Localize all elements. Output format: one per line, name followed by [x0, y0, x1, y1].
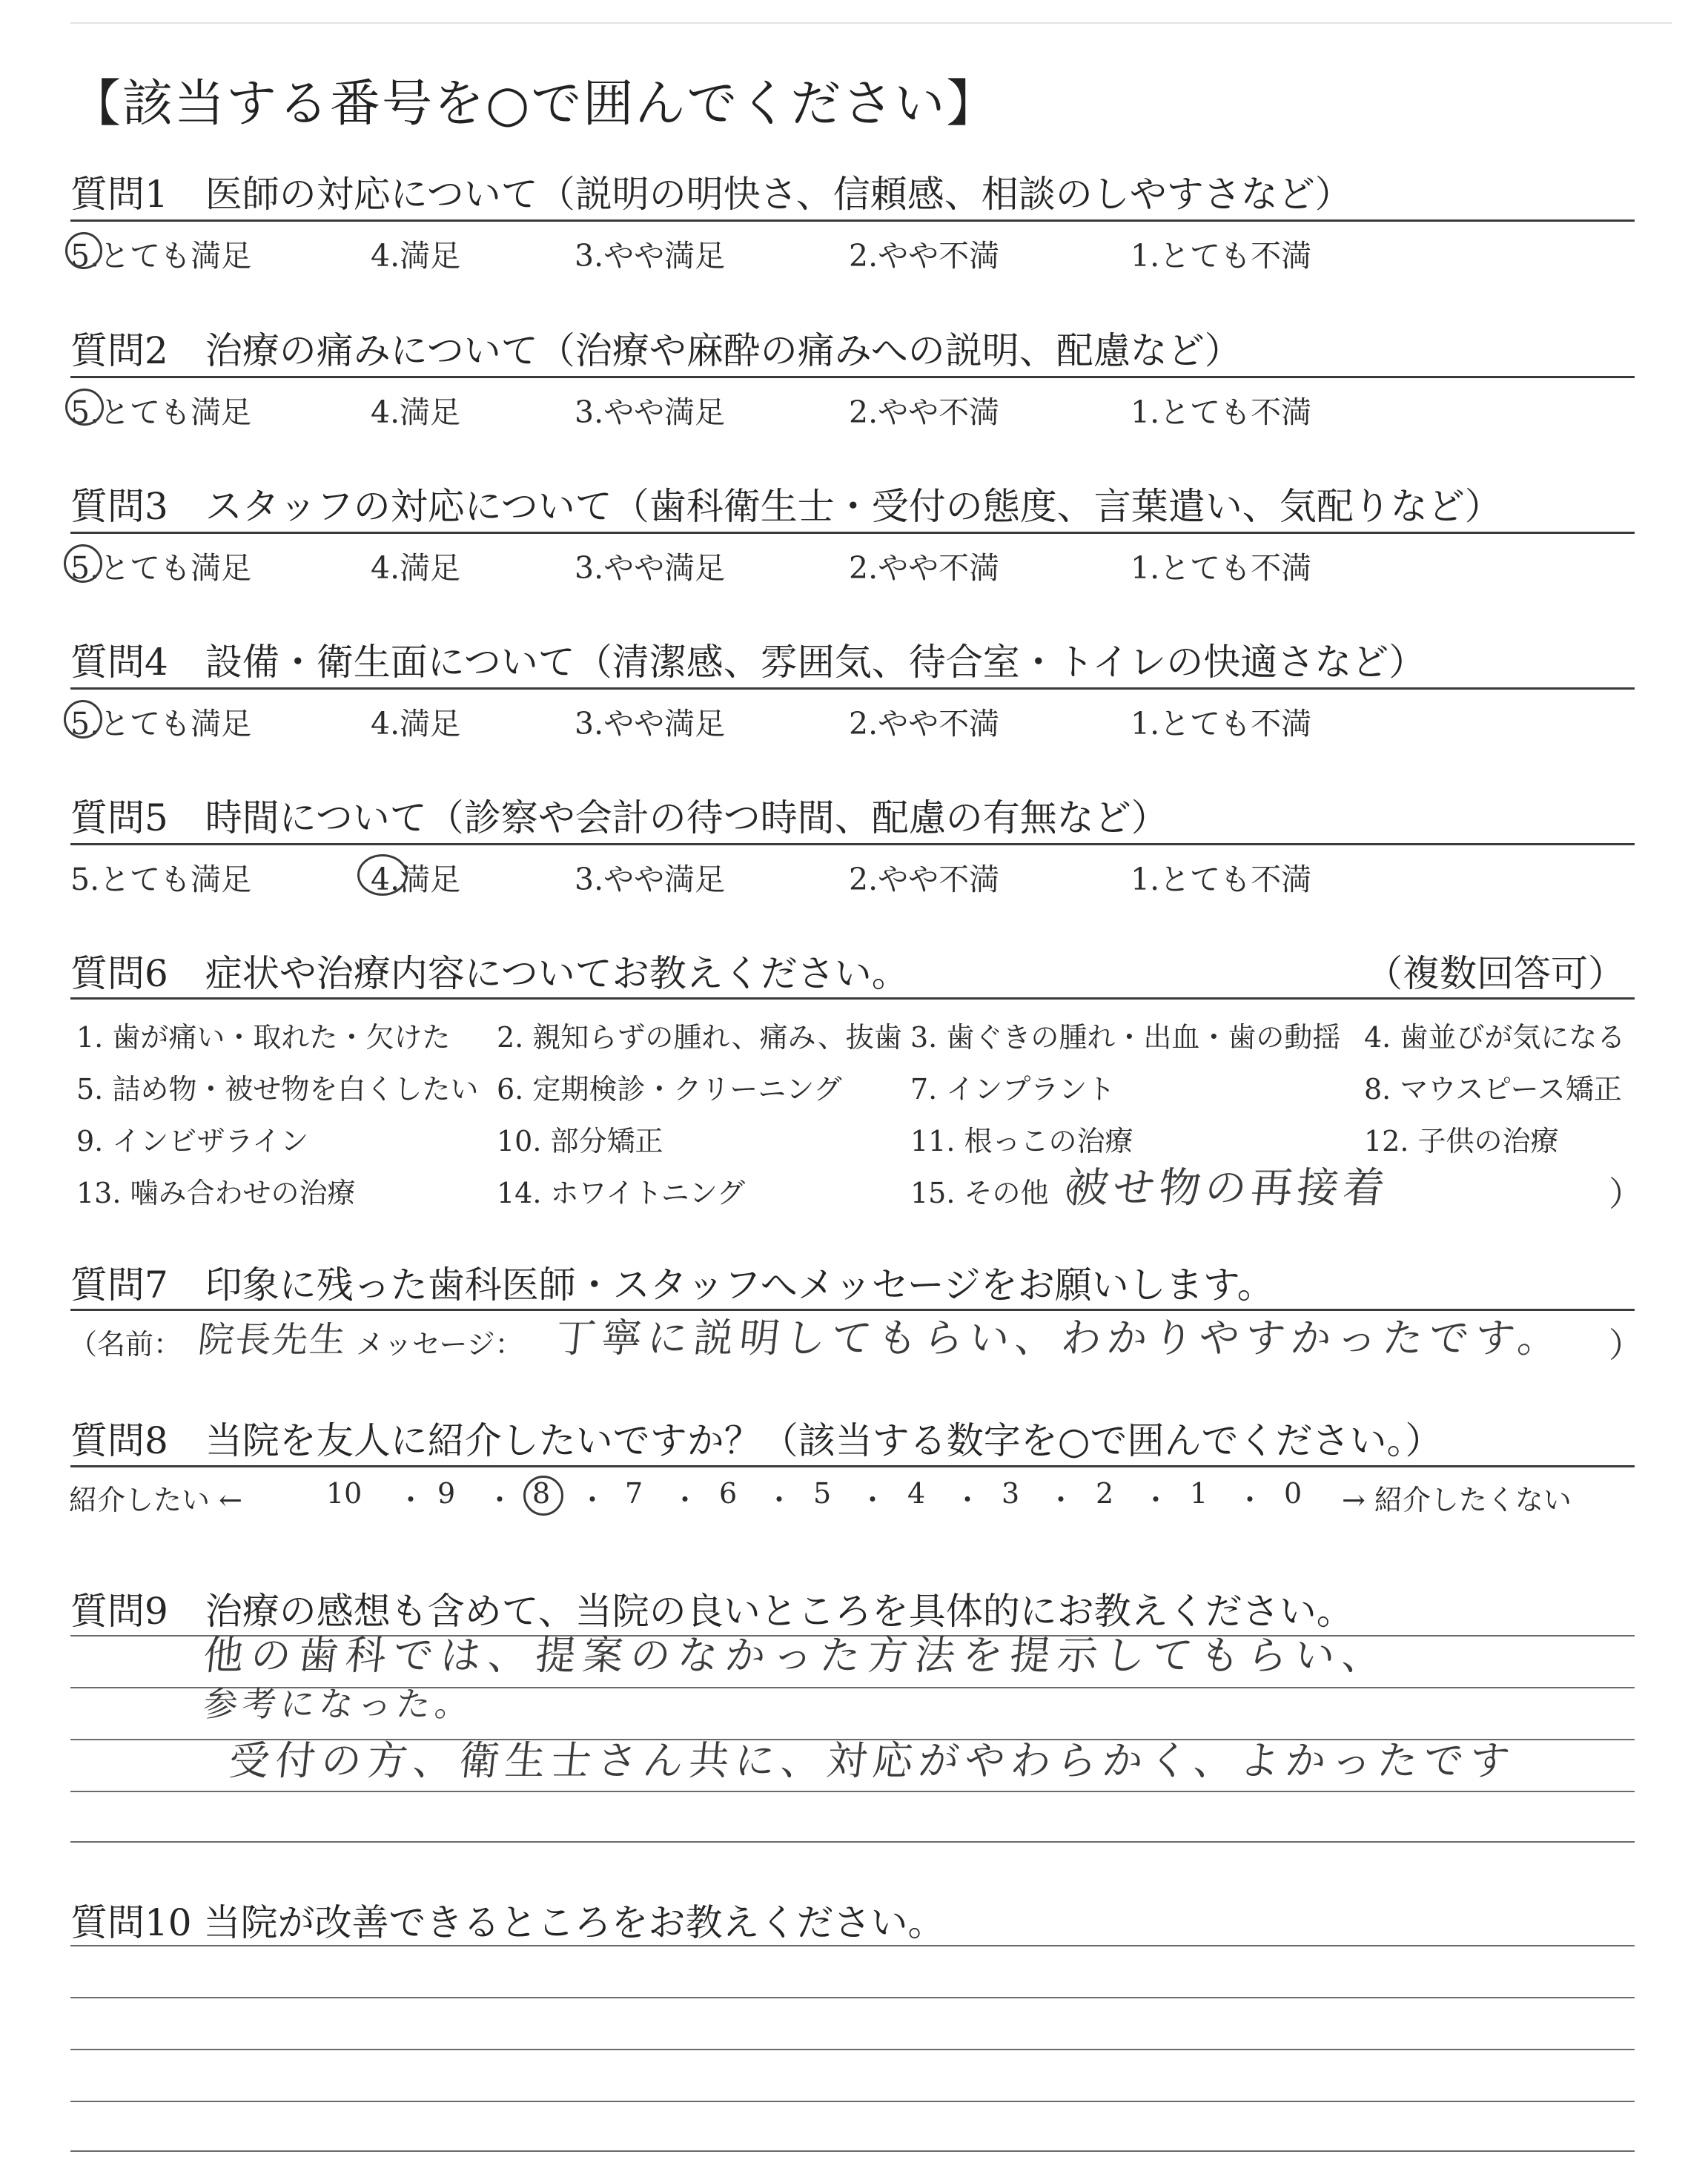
- q8-scale-7[interactable]: 7: [625, 1477, 643, 1510]
- q8-dot: ・: [953, 1484, 982, 1516]
- q6-item-8[interactable]: 8. マウスピース矯正: [1364, 1073, 1622, 1106]
- q10-rule-5: [70, 2150, 1635, 2152]
- q6-item-12[interactable]: 12. 子供の治療: [1364, 1125, 1559, 1157]
- q8-scale-0[interactable]: 0: [1284, 1477, 1302, 1510]
- q8-dot: ・: [578, 1484, 607, 1516]
- q3-option-5[interactable]: 5.とても満足: [70, 550, 252, 586]
- q6-item-3[interactable]: 3. 歯ぐきの腫れ・出血・歯の動揺: [910, 1021, 1341, 1054]
- q8-rule: [70, 1465, 1635, 1467]
- q4-answer-circle: [64, 700, 102, 739]
- q5-option-5[interactable]: 5.とても満足: [70, 862, 252, 897]
- q9-answer-line-2[interactable]: 参考になった。: [201, 1684, 476, 1724]
- q8-dot: ・: [1047, 1484, 1076, 1516]
- q8-scale-2[interactable]: 2: [1096, 1477, 1114, 1510]
- q1-option-2[interactable]: 2.やや不満: [849, 238, 1000, 274]
- q7-name-label: （名前：: [69, 1328, 182, 1361]
- q8-scale-10[interactable]: 10: [326, 1477, 363, 1510]
- q8-scale-1[interactable]: 1: [1190, 1477, 1208, 1510]
- q10-rule-2: [70, 1997, 1635, 1998]
- q2-title: 質問2 治療の痛みについて（治療や麻酔の痛みへの説明、配慮など）: [70, 329, 1242, 372]
- q7-message-handwritten[interactable]: 丁寧に説明してもらい、わかりやすかったです。: [553, 1315, 1566, 1361]
- q8-answer-circle: [523, 1476, 563, 1516]
- q9-answer-line-1[interactable]: 他の歯科では、提案のなかった方法を提示してもらい、: [201, 1632, 1392, 1679]
- q6-item-7[interactable]: 7. インプラント: [910, 1073, 1116, 1106]
- q9-title: 質問9 治療の感想も含めて、当院の良いところを具体的にお教えください。: [70, 1590, 1354, 1633]
- q1-title: 質問1 医師の対応について（説明の明快さ、信頼感、相談のしやすさなど）: [70, 173, 1352, 216]
- q2-rule: [70, 376, 1635, 378]
- q2-option-1[interactable]: 1.とても不満: [1131, 394, 1312, 430]
- q6-rule: [70, 997, 1635, 1000]
- q8-dot: ・: [765, 1484, 794, 1516]
- q10-rule-1: [70, 1945, 1635, 1946]
- q8-dot: ・: [397, 1484, 426, 1516]
- q6-title: 質問6 症状や治療内容についてお教えください。: [70, 952, 909, 995]
- q6-item-13[interactable]: 13. 噛み合わせの治療: [76, 1177, 356, 1209]
- q6-item-15[interactable]: 15. その他（: [910, 1177, 1077, 1209]
- q1-answer-circle: [65, 232, 102, 269]
- q8-title: 質問8 当院を友人に紹介したいですか？（該当する数字を○で囲んでください。）: [70, 1419, 1443, 1462]
- q4-option-1[interactable]: 1.とても不満: [1131, 706, 1312, 742]
- q5-answer-circle: [357, 854, 408, 896]
- q9-answer-line-3[interactable]: 受付の方、衛生士さん共に、対応がやわらかく、よかったです: [227, 1737, 1518, 1784]
- q6-item-4[interactable]: 4. 歯並びが気になる: [1364, 1021, 1626, 1054]
- q3-title: 質問3 スタッフの対応について（歯科衛生士・受付の態度、言葉遣い、気配りなど）: [70, 485, 1502, 528]
- q4-title: 質問4 設備・衛生面について（清潔感、雰囲気、待合室・トイレの快適さなど）: [70, 641, 1426, 684]
- q6-item-5[interactable]: 5. 詰め物・被せ物を白くしたい: [76, 1073, 479, 1106]
- q8-right-label: → 紹介したくない: [1342, 1484, 1572, 1516]
- q4-option-3[interactable]: 3.やや満足: [575, 706, 726, 742]
- q3-option-2[interactable]: 2.やや不満: [849, 550, 1000, 586]
- q8-scale-8[interactable]: 8: [532, 1477, 551, 1510]
- q2-option-2[interactable]: 2.やや不満: [849, 394, 1000, 430]
- q1-option-4[interactable]: 4.満足: [371, 238, 461, 274]
- q2-answer-circle: [65, 389, 104, 426]
- q7-close: ）: [1609, 1325, 1643, 1365]
- q1-rule: [70, 219, 1635, 222]
- q2-option-4[interactable]: 4.満足: [371, 394, 461, 430]
- q1-option-1[interactable]: 1.とても不満: [1131, 238, 1312, 274]
- q8-dot: ・: [858, 1484, 887, 1516]
- q8-scale-5[interactable]: 5: [813, 1477, 832, 1510]
- q10-title: 質問10 当院が改善できるところをお教えください。: [70, 1901, 945, 1944]
- q5-option-4[interactable]: 4.満足: [371, 862, 461, 897]
- q7-message-label: メッセージ：: [356, 1328, 523, 1361]
- q9-rule-4: [70, 1791, 1635, 1792]
- q4-option-4[interactable]: 4.満足: [371, 706, 461, 742]
- q4-option-5[interactable]: 5.とても満足: [70, 706, 252, 742]
- q3-option-1[interactable]: 1.とても不満: [1131, 550, 1312, 586]
- q7-title: 質問7 印象に残った歯科医師・スタッフへメッセージをお願いします。: [70, 1264, 1274, 1307]
- q3-rule: [70, 532, 1635, 534]
- q3-answer-circle: [64, 544, 102, 583]
- q2-option-5[interactable]: 5.とても満足: [70, 394, 252, 430]
- q8-dot: ・: [1236, 1484, 1265, 1516]
- q8-scale-9[interactable]: 9: [437, 1477, 456, 1510]
- form-heading: 【該当する番号を○で囲んでください】: [70, 75, 999, 133]
- q5-option-3[interactable]: 3.やや満足: [575, 862, 726, 897]
- q4-option-2[interactable]: 2.やや不満: [849, 706, 1000, 742]
- q3-option-3[interactable]: 3.やや満足: [575, 550, 726, 586]
- top-edge-rule: [70, 22, 1672, 24]
- q6-item-14[interactable]: 14. ホワイトニング: [497, 1177, 746, 1209]
- q6-item-10[interactable]: 10. 部分矯正: [497, 1125, 663, 1157]
- q5-option-1[interactable]: 1.とても不満: [1131, 862, 1312, 897]
- q4-rule: [70, 687, 1635, 690]
- q7-name-handwritten[interactable]: 院長先生: [196, 1319, 349, 1361]
- q8-scale-3[interactable]: 3: [1002, 1477, 1020, 1510]
- q6-multiple-note: （複数回答可）: [1366, 952, 1625, 995]
- q5-option-2[interactable]: 2.やや不満: [849, 862, 1000, 897]
- q1-option-5[interactable]: 5.とても満足: [70, 238, 252, 274]
- q8-left-label: 紹介したい ←: [69, 1484, 242, 1516]
- q6-other-handwritten[interactable]: 被せ物の再接着: [1065, 1164, 1391, 1212]
- q8-dot: ・: [1142, 1484, 1171, 1516]
- q5-rule: [70, 843, 1635, 845]
- q8-scale-4[interactable]: 4: [907, 1477, 926, 1510]
- q6-item-6[interactable]: 6. 定期検診・クリーニング: [497, 1073, 842, 1106]
- q3-option-4[interactable]: 4.満足: [371, 550, 461, 586]
- q10-rule-3: [70, 2049, 1635, 2050]
- q6-item-11[interactable]: 11. 根っこの治療: [910, 1125, 1133, 1157]
- q10-rule-4: [70, 2101, 1635, 2102]
- q8-dot: ・: [486, 1484, 514, 1516]
- q2-option-3[interactable]: 3.やや満足: [575, 394, 726, 430]
- q5-title: 質問5 時間について（診察や会計の待つ時間、配慮の有無など）: [70, 796, 1168, 839]
- q6-item-1[interactable]: 1. 歯が痛い・取れた・欠けた: [76, 1021, 451, 1054]
- q6-other-close: ）: [1609, 1174, 1643, 1214]
- q1-option-3[interactable]: 3.やや満足: [575, 238, 726, 274]
- q6-item-2[interactable]: 2. 親知らずの腫れ、痛み、抜歯: [497, 1021, 902, 1054]
- q9-rule-5: [70, 1841, 1635, 1843]
- q6-item-9[interactable]: 9. インビザライン: [76, 1125, 309, 1157]
- q8-scale-6[interactable]: 6: [719, 1477, 738, 1510]
- q8-dot: ・: [671, 1484, 700, 1516]
